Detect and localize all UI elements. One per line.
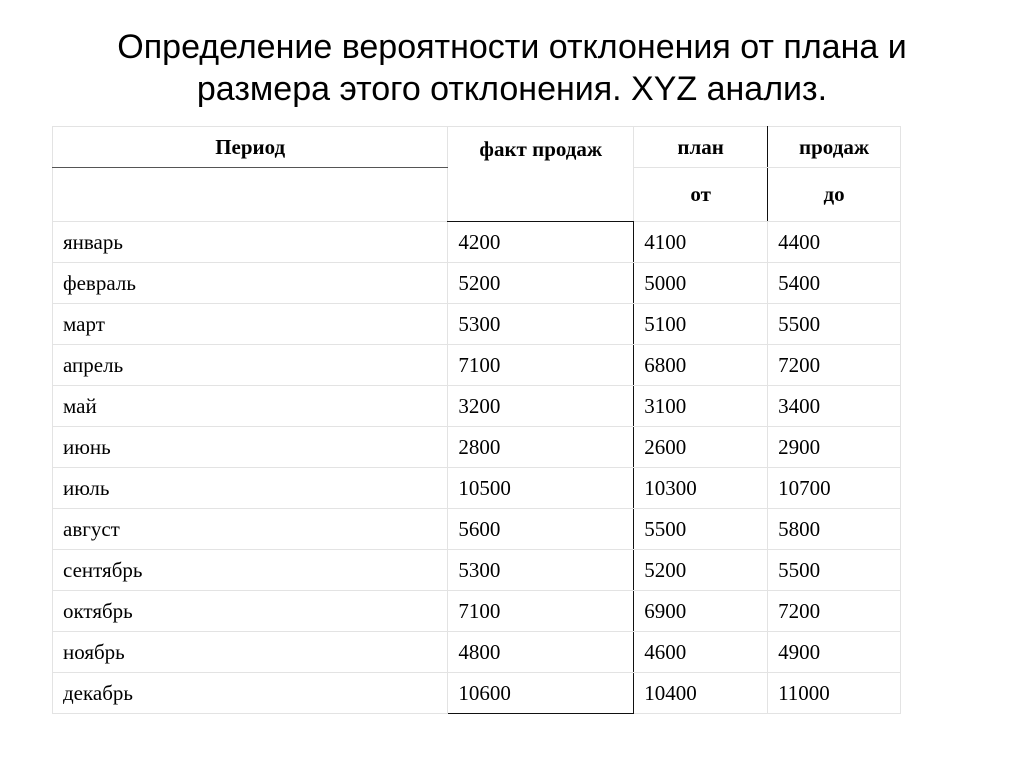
plan-to-cell: 3400 <box>768 386 901 427</box>
plan-to-cell: 7200 <box>768 345 901 386</box>
fact-cell: 5600 <box>448 509 634 550</box>
plan-to-cell: 5500 <box>768 550 901 591</box>
period-cell: декабрь <box>53 673 448 714</box>
table-row <box>53 304 901 345</box>
plan-from-cell: 10400 <box>634 673 768 714</box>
table-row <box>53 591 901 632</box>
plan-from-cell: 4100 <box>634 222 768 263</box>
plan-to-cell: 5400 <box>768 263 901 304</box>
table-row <box>53 222 901 263</box>
plan-from-cell: 5500 <box>634 509 768 550</box>
from-header: от <box>634 168 768 222</box>
slide-title <box>60 26 964 110</box>
plan-to-cell: 5800 <box>768 509 901 550</box>
table-header <box>53 127 901 222</box>
plan-to-cell: 4900 <box>768 632 901 673</box>
plan-from-cell: 5200 <box>634 550 768 591</box>
period-cell: октябрь <box>53 591 448 632</box>
fact-cell: 2800 <box>448 427 634 468</box>
fact-cell: 4800 <box>448 632 634 673</box>
plan-from-cell: 4600 <box>634 632 768 673</box>
table-row <box>53 386 901 427</box>
plan-to-cell: 5500 <box>768 304 901 345</box>
sales-header: продаж <box>768 127 901 168</box>
table-row <box>53 345 901 386</box>
plan-to-cell: 2900 <box>768 427 901 468</box>
plan-from-cell: 2600 <box>634 427 768 468</box>
fact-cell: 7100 <box>448 591 634 632</box>
plan-from-cell: 10300 <box>634 468 768 509</box>
period-cell: апрель <box>53 345 448 386</box>
header-row-1 <box>53 127 901 168</box>
table-row <box>53 263 901 304</box>
fact-cell: 10600 <box>448 673 634 714</box>
period-cell: май <box>53 386 448 427</box>
fact-cell: 5300 <box>448 304 634 345</box>
sales-plan-table <box>52 126 901 714</box>
period-header: Период <box>53 127 448 168</box>
fact-sales-header: факт продаж <box>448 127 634 222</box>
period-cell: сентябрь <box>53 550 448 591</box>
period-cell: август <box>53 509 448 550</box>
slide-title-line-1: Определение вероятности отклонения от плана и <box>117 28 907 66</box>
fact-cell: 4200 <box>448 222 634 263</box>
plan-from-cell: 5000 <box>634 263 768 304</box>
period-cell: июнь <box>53 427 448 468</box>
table-row <box>53 673 901 714</box>
plan-to-cell: 10700 <box>768 468 901 509</box>
plan-to-cell: 11000 <box>768 673 901 714</box>
plan-from-cell: 5100 <box>634 304 768 345</box>
period-cell: июль <box>53 468 448 509</box>
period-header-empty <box>53 168 448 222</box>
plan-from-cell: 6900 <box>634 591 768 632</box>
period-cell: январь <box>53 222 448 263</box>
plan-from-cell: 3100 <box>634 386 768 427</box>
plan-from-cell: 6800 <box>634 345 768 386</box>
period-cell: март <box>53 304 448 345</box>
table-row <box>53 632 901 673</box>
fact-cell: 3200 <box>448 386 634 427</box>
table-row <box>53 509 901 550</box>
fact-cell: 7100 <box>448 345 634 386</box>
plan-to-cell: 7200 <box>768 591 901 632</box>
period-cell: февраль <box>53 263 448 304</box>
period-cell: ноябрь <box>53 632 448 673</box>
fact-cell: 10500 <box>448 468 634 509</box>
table-body <box>53 222 901 714</box>
plan-to-cell: 4400 <box>768 222 901 263</box>
plan-header: план <box>634 127 768 168</box>
fact-cell: 5200 <box>448 263 634 304</box>
table-row <box>53 427 901 468</box>
fact-cell: 5300 <box>448 550 634 591</box>
table-row <box>53 550 901 591</box>
slide-title-line-2: размера этого отклонения. XYZ анализ. <box>196 70 828 108</box>
to-header: до <box>768 168 901 222</box>
table-row <box>53 468 901 509</box>
